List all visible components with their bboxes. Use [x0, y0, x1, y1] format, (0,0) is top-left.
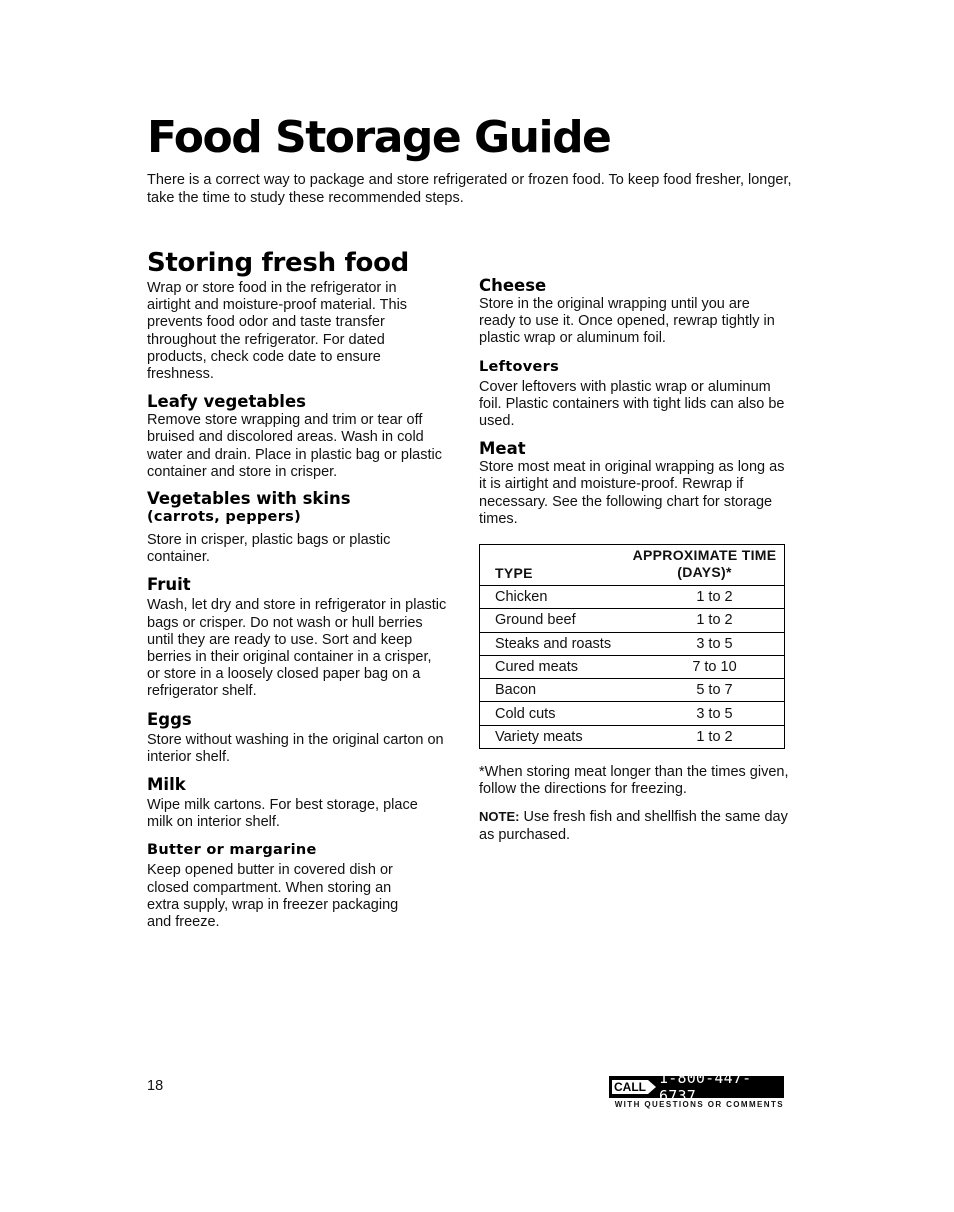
left-column: [147, 280, 447, 931]
skins-subheading: (carrots, peppers): [147, 509, 302, 526]
table-row: [480, 586, 785, 609]
leafy-text: Remove store wrapping and trim or tear off bruised and discolored areas. Wash in cold water and drain. Place in plastic bag or plastic container and store in crisper.: [147, 412, 442, 480]
arrow-right-icon: [648, 1080, 656, 1094]
header-time: [625, 545, 785, 586]
table-row: [480, 655, 785, 678]
note-label: NOTE:: [479, 809, 520, 824]
meat-days: 3 to 5: [625, 632, 785, 655]
header-time-line1: APPROXIMATE TIME: [632, 547, 777, 563]
eggs-text: Store without washing in the original carton on interior shelf.: [147, 731, 444, 765]
meat-days: 1 to 2: [625, 586, 785, 609]
table-row: [480, 702, 785, 725]
meat-days: 7 to 10: [625, 655, 785, 678]
table-header-row: [480, 545, 785, 586]
call-subtext: WITH QUESTIONS OR COMMENTS: [614, 1100, 784, 1109]
meat-type: Bacon: [480, 679, 625, 702]
eggs-heading: Eggs: [147, 709, 192, 729]
header-time-line2: (DAYS)*: [677, 564, 732, 580]
skins-text: Store in crisper, plastic bags or plastic container.: [147, 532, 391, 566]
butter-text: Keep opened butter in covered dish or closed compartment. When storing an extra supply, wrap in freezer packaging and freeze.: [147, 862, 399, 931]
table-row: [480, 679, 785, 702]
intro-text: There is a correct way to package and store refrigerated or frozen food. To keep food fresher, longer, take the time to study these recommended steps.: [147, 172, 792, 206]
phone-number: 1-800-447-6737: [659, 1069, 752, 1105]
table-footnote: *When storing meat longer than the times given, follow the directions for freezing.: [479, 764, 789, 798]
butter-heading: Butter or margarine: [147, 842, 317, 859]
meat-type: Chicken: [480, 586, 625, 609]
table-row: [480, 632, 785, 655]
section-title: Storing fresh food: [147, 248, 409, 278]
meat-type: Steaks and roasts: [480, 632, 625, 655]
note-text: Use fresh fish and shellfish the same day as purchased.: [479, 809, 788, 843]
leafy-heading: Leafy vegetables: [147, 392, 306, 412]
storing-intro: Wrap or store food in the refrigerator in airtight and moisture-proof material. This prevents food odor and taste transfer throughout the refrigerator. For dated products, check code date to ensure freshness.: [147, 280, 408, 383]
milk-heading: Milk: [147, 775, 186, 795]
leftovers-text: Cover leftovers with plastic wrap or aluminum foil. Plastic containers with tight lids can also be used.: [479, 378, 785, 430]
table-row: [480, 609, 785, 632]
meat-type: Variety meats: [480, 725, 625, 748]
meat-days: 1 to 2: [625, 725, 785, 748]
page-number: 18: [147, 1078, 164, 1094]
meat-type: Cured meats: [480, 655, 625, 678]
cheese-heading: Cheese: [479, 276, 547, 295]
table-row: [480, 725, 785, 748]
call-label: CALL: [614, 1080, 646, 1094]
header-type: TYPE: [480, 545, 625, 586]
meat-heading: Meat: [479, 439, 526, 459]
meat-type: Cold cuts: [480, 702, 625, 725]
fruit-text: Wash, let dry and store in refrigerator in plastic bags or crisper. Do not wash or hull berries until they are ready to use. Sort and keep berries in their original container in a crisper, or store in a loosely closed paper bag on a refrigerator shelf.: [147, 597, 447, 700]
meat-days: 1 to 2: [625, 609, 785, 632]
meat-days: 3 to 5: [625, 702, 785, 725]
cheese-text: Store in the original wrapping until you are ready to use it. Once opened, rewrap tightly in plastic wrap or aluminum foil.: [479, 296, 775, 347]
meat-storage-table: [479, 544, 785, 749]
milk-text: Wipe milk cartons. For best storage, place milk on interior shelf.: [147, 797, 418, 831]
note: [479, 808, 789, 844]
skins-heading: Vegetables with skins: [147, 489, 351, 509]
right-column: [479, 276, 789, 528]
meat-type: Ground beef: [480, 609, 625, 632]
meat-text: Store most meat in original wrapping as long as it is airtight and moisture-proof. Rewrap if necessary. See the following chart for storage times.: [479, 459, 785, 527]
page-title: Food Storage Guide: [147, 112, 611, 163]
leftovers-heading: Leftovers: [479, 358, 560, 375]
fruit-heading: Fruit: [147, 575, 191, 595]
meat-days: 5 to 7: [625, 679, 785, 702]
